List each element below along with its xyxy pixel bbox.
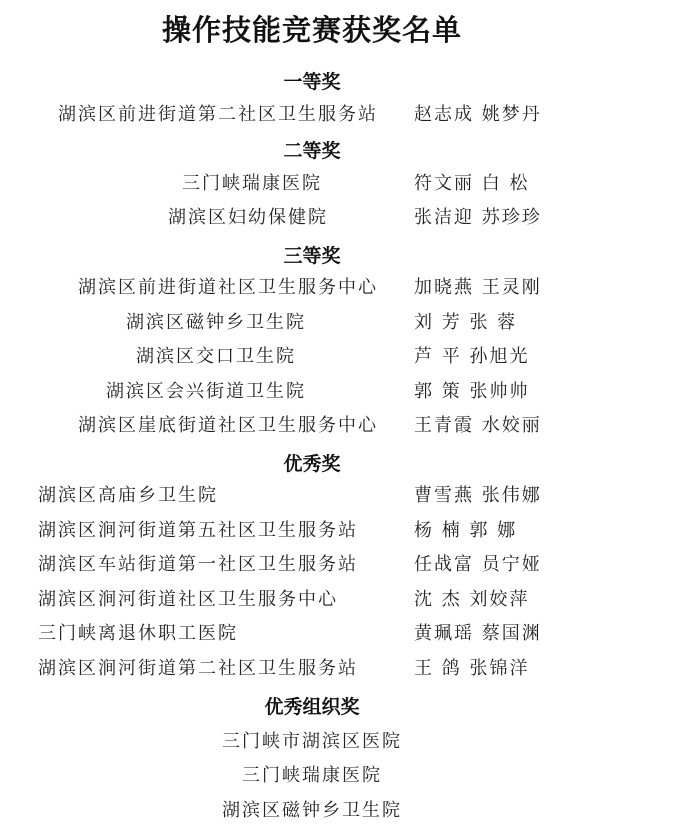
organization-award-heading: 优秀组织奖 [264,696,360,718]
org-name: 湖滨区前进街道第二社区卫生服务站 [58,104,378,125]
winner-names: 张洁迎 苏珍珍 [414,207,542,228]
winner-names: 芦 平 孙旭光 [414,346,530,367]
org-name: 湖滨区涧河街道社区卫生服务中心 [38,589,338,610]
winner-names: 王 鸽 张锦洋 [414,658,530,679]
org-name: 湖滨区会兴街道卫生院 [106,381,306,402]
org-name: 湖滨区崖底街道社区卫生服务中心 [78,415,378,436]
excellence-heading: 优秀奖 [283,453,341,475]
winner-names: 符文丽 白 松 [414,173,530,194]
org-name: 湖滨区涧河街道第五社区卫生服务站 [38,520,358,541]
award-unit: 三门峡瑞康医院 [242,765,382,786]
first-prize-heading: 一等奖 [283,71,341,93]
org-name: 三门峡离退休职工医院 [38,623,238,644]
winner-names: 沈 杰 刘姣萍 [414,589,530,610]
winner-names: 加晓燕 王灵刚 [414,277,542,298]
org-name: 三门峡瑞康医院 [182,173,322,194]
award-unit: 湖滨区磁钟乡卫生院 [222,800,402,821]
org-name: 湖滨区妇幼保健院 [168,207,328,228]
award-unit: 三门峡市湖滨区医院 [222,731,402,752]
org-name: 湖滨区前进街道社区卫生服务中心 [78,277,378,298]
page-title: 操作技能竞赛获奖名单 [161,13,462,47]
org-name: 湖滨区车站街道第一社区卫生服务站 [38,554,358,575]
second-prize-heading: 二等奖 [283,140,341,162]
org-name: 湖滨区涧河街道第二社区卫生服务站 [38,658,358,679]
winner-names: 郭 策 张帅帅 [414,381,530,402]
org-name: 湖滨区磁钟乡卫生院 [126,312,306,333]
winner-names: 杨 楠 郭 娜 [414,520,518,541]
winner-names: 任战富 员宁娅 [414,554,542,575]
third-prize-heading: 三等奖 [283,245,341,267]
org-name: 湖滨区交口卫生院 [136,346,296,367]
winner-names: 曹雪燕 张伟娜 [414,485,542,506]
org-name: 湖滨区高庙乡卫生院 [38,485,218,506]
winner-names: 赵志成 姚梦丹 [414,104,542,125]
winner-names: 王青霞 水姣丽 [414,415,542,436]
winner-names: 刘 芳 张 蓉 [414,312,518,333]
winner-names: 黄珮瑶 蔡国渊 [414,623,542,644]
